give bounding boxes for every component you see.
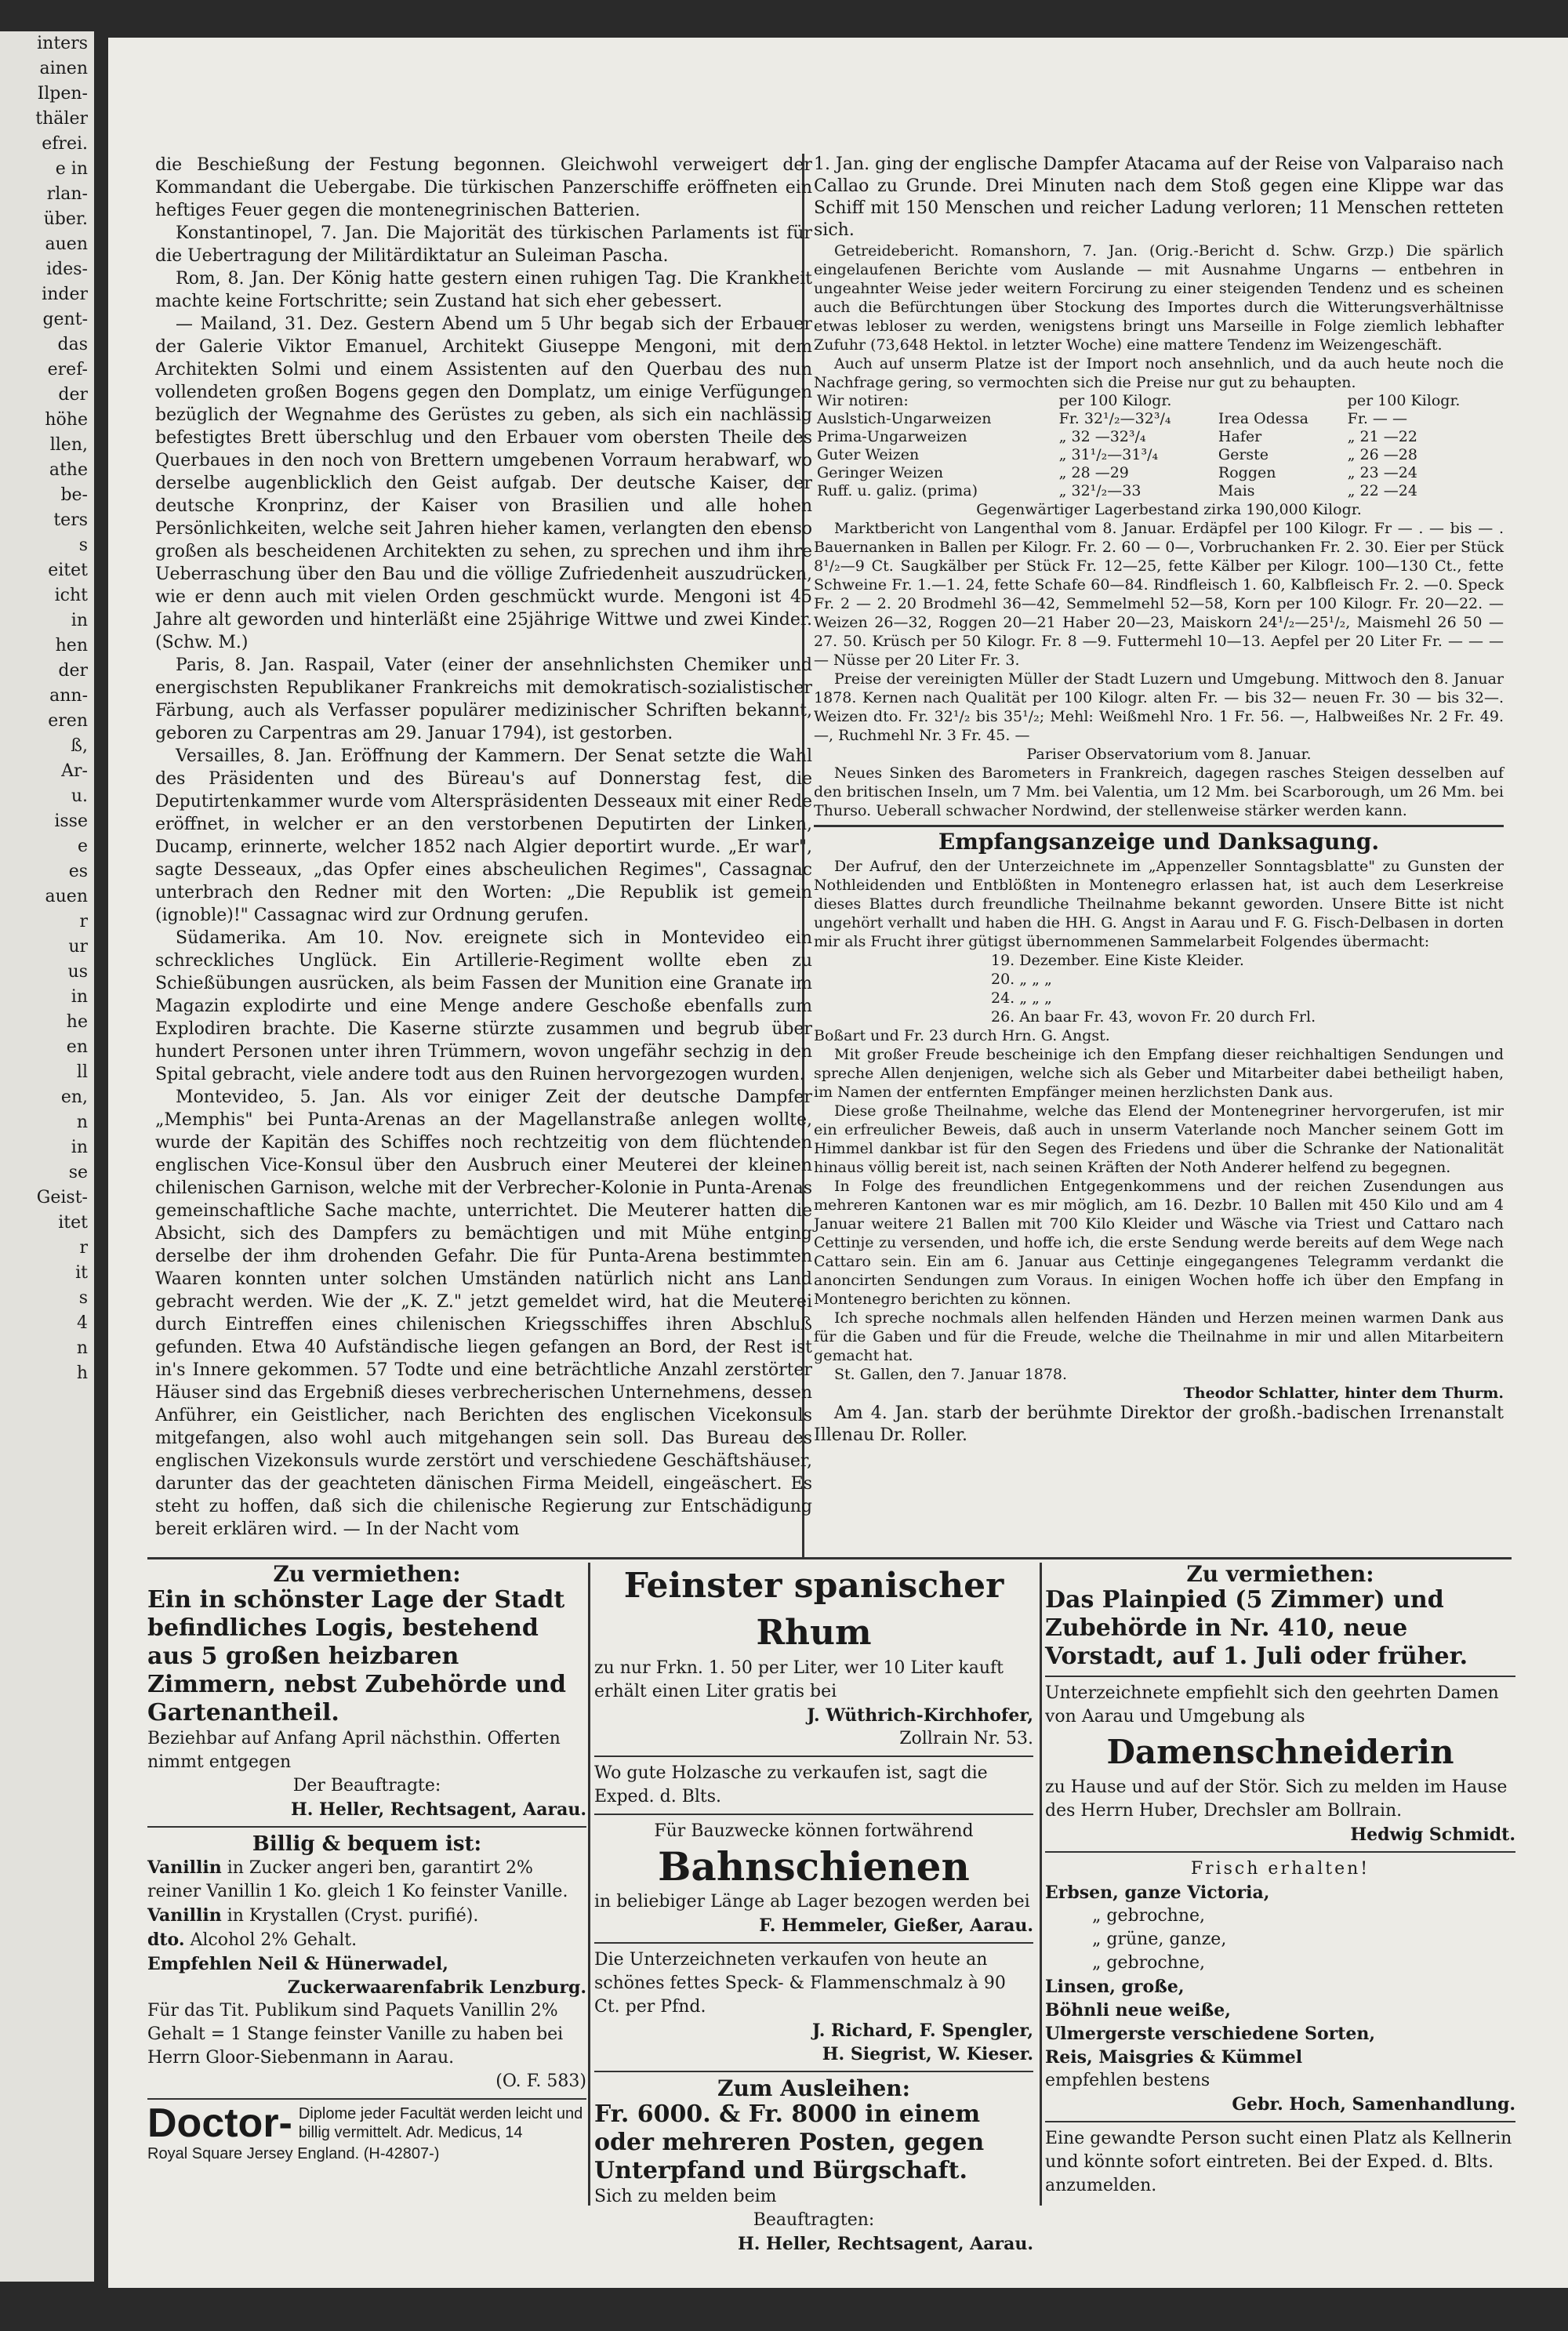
thanks-para: Der Aufruf, den der Unterzeichnete im „Appenzeller Sonntagsblatte" zu Gunsten der Nothleidenden und Entblößten in Montenegro erlassen hat, ist auch dem Leserkreise dieses Blattes durch freundliche Theilnahme bekannt geworden. Unsere Bitte ist nicht ungehört verhallt und haben die HH. G. Angst in Aarau und F. G. Fisch-Delbasen in dorten mir als Frucht ihrer gütigst übernommenen Sammelarbeit Folgendes übermacht: [814,858,1504,950]
margin-word: se [68,1163,88,1182]
ad-text: in Krystallen (Cryst. purifié). [227,1906,479,1926]
ad-text: Alcohol 2% Gehalt. [190,1930,358,1950]
ad-title: Billig & bequem ist: [252,1832,482,1856]
article-para: Konstantinopel, 7. Jan. Die Majorität des türkischen Parlaments ist für die Uebertragung der Militärdiktatur an Suleiman Pascha. [155,223,812,266]
margin-word: e [77,837,88,856]
ad-text: Die Unterzeichneten verkaufen von heute an schönes fettes Speck- & Flammenschmalz à 90 Ct. per Pfnd. [594,1950,1006,2017]
margin-word: ann- [49,686,88,706]
ad-text: Unterzeichnete empfiehlt sich den geehrten Damen von Aarau und Umgebung als [1045,1683,1499,1726]
article-para: die Beschießung der Festung begonnen. Gleichwohl verweigert der Kommandant die Uebergabe. Die türkischen Panzerschiffe eröffneten ein heftiges Feuer gegen die montenegrinischen Batterien. [155,155,812,220]
ad-item: Reis, Maisgries & Kümmel [1045,2047,1303,2068]
shipwreck-para: 1. Jan. ging der englische Dampfer Atacama auf der Reise von Valparaiso nach Callao zu Grunde. Drei Minuten nach dem Stoß gegen eine Klippe war das Schiff mit 150 Menschen und reicher Ladung verloren; 11 Menschen retteten sich. [814,154,1504,240]
margin-word: it [75,1263,88,1283]
ad-line [147,1928,586,1952]
table-cell: Fr. — — [1347,410,1407,427]
margin-word: inters [37,34,88,53]
mills-report: Preise der vereinigten Müller der Stadt Luzern und Umgebung. Mittwoch den 8. Januar 1878. Kernen nach Qualität per 100 Kilogr. alten Fr. — bis 32— neuen Fr. 30 — bis 32—. Weizen dto. Fr. 32¹/₂ bis 35¹/₂; Mehl: Weißmehl Nro. 1 Fr. 56. —, Halbweißes Nr. 2 Fr. 49. —, Ruchmehl Nr. 3 Fr. 45. — [814,670,1504,744]
table-cell: „ 28 —29 [1058,464,1129,481]
margin-word: he [66,1012,88,1032]
margin-word: über. [43,209,88,229]
table-cell: per 100 Kilogr. [1347,392,1461,409]
ad-name: F. Hemmeler, Gießer, Aarau. [759,1915,1033,1936]
ad-item: „ gebrochne, [1092,1906,1206,1926]
margin-word: Ar- [61,761,88,781]
ad-code: (O. F. 583) [495,2071,586,2091]
margin-word: inder [42,285,88,304]
margin-word: eref- [47,360,88,379]
margin-word: höhe [45,410,88,430]
table-row [814,410,1504,428]
ad-text: in Zucker angeri ben, garantirt 2% reiner Vanillin 1 Ko. gleich 1 Ko feinster Vanille. [147,1858,568,1901]
thanks-list-item: 24. „ „ „ [991,989,1052,1007]
ad-item: empfehlen bestens [1045,2071,1210,2090]
ad-divider [594,1756,1033,1757]
table-cell: „ 22 —24 [1347,482,1417,499]
margin-word: n [76,1338,88,1358]
margin-word: ides- [46,260,88,279]
margin-word: eren [48,711,88,731]
ad-name: Gebr. Hoch, Samenhandlung. [1232,2094,1515,2115]
margin-word: llen, [49,435,88,455]
market-report: Marktbericht von Langenthal vom 8. Januar. Erdäpfel per 100 Kilogr. Fr — . — bis — . Bauernanken in Ballen per Kilogr. Fr. 2. 60 — 0—, Vorbruchanken Fr. 2. 30. Eier per Stück 8¹/₂—9 Ct. Saugkälber per Stück Fr. 12—25, fette Kälber per Kilogr. 100—130 Ct., fette Schweine Fr. 1.—1. 24, fette Schafe 60—84. Rindfleisch 1. 60, Kalbfleisch Fr. 2. —0. Speck Fr. 2 — 2. 20 Brodmehl 36—42, Semmelmehl 52—58, Korn per 100 Kilogr. Fr. 20—22. — Weizen 26—32, Roggen 20—21 Haber 20—23, Maiskorn 24¹/₂—25¹/₂, Maismehl 26 50 — 27. 50. Krüsch per 50 Kilogr. Fr. 8 —9. Futtermehl 10—13. Aepfel per 20 Liter Fr. — — — — Nüsse per 20 Liter Fr. 3. [814,520,1504,669]
ad-divider [1045,1676,1515,1677]
table-row [814,446,1504,464]
ad-text: Empfehlen Neil & Hünerwadel, [147,1954,448,1974]
margin-word: ll [76,1062,88,1082]
newspaper-page [108,38,1568,2288]
margin-word: auen [45,887,88,906]
margin-word: e in [55,159,88,179]
margin-word: en, [60,1087,88,1107]
ad-title: Zu vermiethen: [1186,1561,1374,1587]
margin-word: r [79,912,88,931]
margin-word: u. [71,786,88,806]
thanks-para: Mit großer Freude bescheinige ich den Empfang dieser reichhaltigen Sendungen und spreche Allen denjenigen, welche sich als Geber und Mitarbeiter dabei betheiligt haben, im Namen der entfernten Empfänger meinen herzlichsten Dank aus. [814,1046,1504,1101]
margin-word: Ilpen- [37,84,88,103]
margin-word: be- [60,485,88,505]
ad-divider [594,1814,1033,1815]
ad-text: zu nur Frkn. 1. 50 per Liter, wer 10 Liter kauft erhält einen Liter gratis bei [594,1658,1004,1701]
table-cell: „ 21 —22 [1347,428,1417,445]
death-notice: Am 4. Jan. starb der berühmte Direktor der großh.-badischen Irrenanstalt Illenau Dr. Roller. [814,1403,1504,1445]
ad-column-3 [1045,1563,1515,2198]
ad-text: Zollrain Nr. 53. [899,1729,1033,1748]
article-para: Montevideo, 5. Jan. Als vor einiger Zeit der deutsche Dampfer „Memphis" bei Punta-Arenas an der Magellanstraße anlegen wollte, wurde der Kapitän des Schiffes noch rechtzeitig von dem flüchtenden englischen Vice-Konsul über den Ausbruch einer Meuterei der kleinen chilenischen Garnison, welche mit der Verbrecher-Kolonie in Punta-Arenas gemeinschaftliche Sache machte, unterrichtet. Die Meuterer hatten die Absicht, sich des Dampfers zu bemächtigen und mit Mühe entging derselbe der ihm drohenden Gefahr. Die für Punta-Arena bestimmten Waaren konnten unter solchen Umständen natürlich nicht ans Land gebracht werden. Wie der „K. Z." jetzt gemeldet wird, hat die Meuterei durch Eintreffen eines chilenischen Kriegsschiffes ihren Abschluß gefunden. Etwa 40 Aufständische liegen gefangen an Bord, der Rest ist in's Innere gekommen. 57 Todte und eine beträchtliche Anzahl zerstörter Häuser sind das Ergebniß dieses verbrecherischen Unternehmens, dessen Anführer, ein Geistlicher, nach Berichten des englischen Vicekonsuls mitgefangen, also wohl auch mitgehangen sein soll. Das Bureau des englischen Vizekonsuls wurde zerstört und verschiedene Geschäftshäuser, darunter das der geachteten dänischen Firma Meidell, eingeäschert. Es steht zu hoffen, daß sich die chilenische Regierung zur Entschädigung bereit erklären wird. — In der Nacht vom [155,1087,812,1539]
ad-text: Ein in schönster Lage der Stadt befindliches Logis, bestehend aus 5 großen heizbaren Zimmern, nebst Zubehörde und Gartenantheil. [147,1586,566,1726]
table-cell: Irea Odessa [1218,410,1308,427]
ad-name: Zuckerwaarenfabrik Lenzburg. [287,1977,586,1998]
section-divider [814,825,1504,827]
margin-word: athe [49,460,88,480]
margin-word: icht [54,586,88,605]
ad-text: Beauftragten: [753,2210,875,2230]
ad-item: Böhnli neue weiße, [1045,2000,1231,2021]
table-cell: Mais [1218,482,1255,499]
ad-text: Für Bauzwecke können fortwährend [654,1821,974,1841]
table-cell: Gerste [1218,446,1269,463]
margin-word: itet [58,1213,88,1233]
observatory-title: Pariser Observatorium vom 8. Januar. [1026,746,1312,763]
observatory-report: Neues Sinken des Barometers in Frankreich, dagegen rasches Steigen desselben auf den britischen Inseln, um 7 Mm. bei Valentia, um 12 Mm. bei Scarborough, um 26 Mm. bei Thurso. Ueberall schwacher Nordwind, der stellenweise stärker werden kann. [814,764,1504,819]
margin-word: r [79,1238,88,1258]
margin-word: hen [55,636,88,655]
article-para: — Mailand, 31. Dez. Gestern Abend um 5 Uhr begab sich der Erbauer der Galerie Viktor Emanuel, Architekt Giuseppe Mengoni, mit dem Architekten Solmi und einem Assistenten auf den Querbau des nun vollendeten großen Bogens gegen den Domplatz, um einige Verfügungen bezüglich der Wegnahme des Gerüstes zu geben, als sich ein nachlässig befestigtes Brett überschlug und den Erbauer vom obersten Theile des Querbaues in den noch von Brettern umgebenen Vorraum herabwarf, wo derselbe augenblicklich den Geist aufgab. Der deutsche Kaiser, der deutsche Kronprinz, der Kaiser von Brasilien und alle hohen Persönlichkeiten, welche seit Jahren hieher kamen, verlangten den ebenso großen als bescheidenen Architekten zu sehen, zu sprechen und ihm ihre Ueberraschung über den Bau und die völlige Zufriedenheit auszudrücken, wie er denn auch mit vielen Orden geschmückt wurde. Mengoni ist 45 Jahre alt geworden und hinterläßt eine 25jährige Wittwe und zwei Kinder. (Schw. M.) [155,314,812,652]
ad-name: J. Wüthrich-Kirchhofer, [807,1705,1033,1726]
ad-name: H. Siegrist, W. Kieser. [822,2044,1033,2064]
ad-column-2 [594,1563,1033,2256]
ad-text: Eine gewandte Person sucht einen Platz als Kellnerin und könnte sofort eintreten. Bei der Exped. d. Blts. anzumelden. [1045,2129,1512,2195]
margin-word: es [68,862,88,881]
table-cell: „ 23 —24 [1347,464,1417,481]
ad-text: Sich zu melden beim [594,2187,777,2206]
ad-text: Das Plainpied (5 Zimmer) und Zubehörde in Nr. 410, neue Vorstadt, auf 1. Juli oder früher. [1045,1586,1468,1670]
ad-divider [1045,1851,1515,1853]
ad-text: zu Hause und auf der Stör. Sich zu melden im Hause des Herrn Huber, Drechsler am Bollrain. [1045,1777,1508,1821]
table-cell: Fr. 32¹/₂—32³/₄ [1058,410,1171,427]
ad-name: H. Heller, Rechtsagent, Aarau. [737,2234,1033,2254]
ad-big: Damenschneiderin [1106,1733,1454,1771]
table-row [814,482,1504,500]
ad-text: Der Beauftragte: [292,1776,441,1795]
ad-name: J. Richard, F. Spengler, [812,2021,1033,2041]
ad-column-1 [147,1563,586,2166]
margin-word: das [57,335,88,354]
margin-word: ß, [71,736,88,756]
ad-text: Beziehbar auf Anfang April nächsthin. Offerten nimmt entgegen [147,1729,561,1772]
ad-name: Hedwig Schmidt. [1350,1824,1515,1845]
ad-title: Zu vermiethen: [273,1561,461,1587]
margin-word: in [71,611,88,630]
table-cell: Guter Weizen [817,446,920,463]
ad-product: dto. [147,1930,185,1950]
thanks-para: In Folge des freundlichen Entgegenkommens und der reichen Zusendungen aus mehreren Kantonen war es mir möglich, am 16. Dezbr. 10 Ballen mit 450 Kilo und am 4 Januar weitere 21 Ballen mit 700 Kilo Kleider und Wäsche via Triest und Cattaro nach Cettinje zu versenden, und hoffe ich, die erste Sendung werde bereits auf dem Wege nach Cattaro sein. Ein am 6. Januar aus Cettinje eingegangenes Telegramm verdankt die anoncirten Sendungen zum Voraus. In einigen Wochen hoffe ich über den Empfang in Montenegro berichten zu können. [814,1178,1504,1308]
table-row [814,464,1504,482]
ad-item: Erbsen, ganze Victoria, [1045,1883,1270,1903]
ad-divider [1040,1563,1042,2206]
margin-word: thäler [35,109,88,129]
ad-item: Linsen, große, [1045,1977,1185,1997]
table-cell: Geringer Weizen [817,464,944,481]
thanks-signature: Theodor Schlatter, hinter dem Thurm. [1183,1385,1504,1402]
thanks-para: Diese große Theilnahme, welche das Elend der Montenegriner hervorgerufen, ist mir ein erfreulicher Beweis, daß auch in unserm Vaterlande noch Mancher seinem Gott im Himmel dankbar ist für den Segen des Friedens und über die Schranke der Nationalität hinaus völlig bereit ist, nach seinen Kräften der Noth Anderer helfend zu begegnen. [814,1102,1504,1176]
table-cell: Roggen [1218,464,1276,481]
margin-word: en [66,1037,88,1057]
ad-text: Diplome jeder Facultät werden leicht und billig vermittelt. Adr. Medicus, 14 [298,2105,583,2141]
table-cell: Prima-Ungarweizen [817,428,967,445]
margin-word: rlan- [46,184,88,204]
margin-word: ainen [39,59,88,78]
ad-divider [594,1942,1033,1944]
doctor-ad [147,2100,586,2146]
ad-title: Zum Ausleihen: [717,2075,910,2101]
thanks-list-item: 19. Dezember. Eine Kiste Kleider. [991,952,1244,969]
margin-word: ters [53,510,88,530]
margin-word: 4 [77,1313,88,1333]
margin-word: Geist- [36,1188,88,1207]
table-cell: „ 26 —28 [1347,446,1417,463]
margin-word: ur [68,937,88,957]
table-cell: Ruff. u. galiz. (prima) [817,482,978,499]
ad-item: „ grüne, ganze, [1092,1930,1227,1949]
thanks-para: Ich spreche nochmals allen helfenden Händen und Herzen meinen warmen Dank aus für die Gaben und für die Freude, welche die Theilnahme in mir und allen Mitarbeitern gemacht hat. [814,1309,1504,1364]
ad-text: Fr. 6000. & Fr. 8000 in einem oder mehreren Posten, gegen Unterpfand und Bürgschaft. [594,2100,985,2184]
margin-word: eitet [48,561,88,580]
ad-divider [594,2071,1033,2072]
table-row [814,428,1504,446]
margin-word: h [76,1363,88,1383]
table-cell: Hafer [1218,428,1262,445]
ad-product: Vanillin [147,1857,222,1878]
margin-word: der [58,385,88,405]
thanks-heading: Empfangsanzeige und Danksagung. [938,829,1380,855]
thanks-place: St. Gallen, den 7. Januar 1878. [834,1366,1068,1383]
ad-big: Doctor- [147,2100,292,2146]
left-column [155,154,812,1541]
ad-line [147,1904,586,1928]
table-cell: „ 32 —32³/₄ [1058,428,1146,445]
ad-divider [147,2098,586,2100]
margin-word: der [58,661,88,681]
table-cell: Wir notiren: [817,392,909,409]
table-cell: Auslstich-Ungarweizen [817,410,992,427]
ad-item: Ulmergerste verschiedene Sorten, [1045,2024,1376,2044]
grain-stock: Gegenwärtiger Lagerbestand zirka 190,000 Kilogr. [976,501,1362,518]
ad-title: Frisch erhalten! [1190,1859,1370,1879]
ad-line [147,1856,586,1904]
margin-word: gent- [42,310,88,329]
ad-divider [1045,2121,1515,2122]
table-cell [1215,392,1345,410]
ad-text: Für das Tit. Publikum sind Paquets Vanillin 2% Gehalt = 1 Stange feinster Vanille zu haben bei Herrn Gloor-Siebenmann in Aarau. [147,2001,564,2068]
right-column [814,154,1504,1447]
margin-word: efrei. [42,134,88,154]
ad-text: in beliebiger Länge ab Lager bezogen werden bei [594,1892,1030,1912]
margin-word: in [71,1138,88,1157]
article-para: Versailles, 8. Jan. Eröffnung der Kammern. Der Senat setzte die Wahl des Präsidenten und des Büreau's auf Donnerstag fest, die Deputirtenkammer wurde vom Alterspräsidenten Desseaux mit einer Rede eröffnet, in welcher er an den verstorbenen Deputirten der Linken, Ducamp, erinnerte, welcher 1852 nach Algier deportirt wurde. „Er war", sagte Desseaux, „das Opfer eines abscheulichen Regimes", Cassagnac unterbrach den Redner mit den Worten: „Die Republik ist gemein (ignoble)!" Cassagnac wird zur Ordnung gerufen. [155,746,812,925]
ad-divider [147,1826,586,1828]
table-cell: „ 32¹/₂—33 [1058,482,1142,499]
ads-divider [147,1557,1512,1559]
ad-text: Wo gute Holzasche zu verkaufen ist, sagt die Exped. d. Blts. [594,1763,988,1806]
margin-word: in [71,987,88,1007]
ad-product: Vanillin [147,1905,222,1926]
adjacent-page-margin [0,31,94,2282]
ad-divider [588,1563,590,2206]
article-para: Rom, 8. Jan. Der König hatte gestern einen ruhigen Tag. Die Krankheit machte keine Fortschritte; sein Zustand hat sich eher gebessert. [155,269,812,311]
article-para: Paris, 8. Jan. Raspail, Vater (einer der ansehnlichsten Chemiker und energischsten Republikaner Frankreichs mit demokratisch-sozialistischer Färbung, auch als Verfasser populärer medizinischer Schriften bekannt, geboren zu Carpentras am 29. Januar 1794), ist gestorben. [155,655,812,743]
grain-report: Getreidebericht. Romanshorn, 7. Jan. (Orig.-Bericht d. Schw. Grzp.) Die spärlich eingelaufenen Berichte vom Auslande — mit Ausnahme Ungarns — entbehren in ungeahnter Weise jeder weitern Forcirung zu einer steigenden Tendenz und es scheinen auch die Befürchtungen über Stockung des Importes durch die Witterungsverhältnisse etwas lebloser zu werden, wenigstens bringt uns Marseille in Folge ziemlich lebhafter Zufuhr (73,648 Hektol. in letzter Woche) eine mattere Tendenz im Weizengeschäft. [814,242,1504,354]
table-cell: „ 31¹/₂—31³/₄ [1058,446,1159,463]
grain-price-table [814,392,1504,500]
ad-name: H. Heller, Rechtsagent, Aarau. [290,1799,586,1820]
margin-word: us [67,962,88,982]
ad-text: Royal Square Jersey England. (H-42807-) [147,2145,440,2162]
margin-word: n [76,1113,88,1132]
margin-word: s [78,1288,88,1308]
table-cell: per 100 Kilogr. [1058,392,1172,409]
table-row [814,392,1504,410]
margin-word: isse [54,811,88,831]
ad-big: Bahnschienen [658,1843,970,1890]
margin-word: s [78,536,88,555]
thanks-list-item: Boßart und Fr. 23 durch Hrn. G. Angst. [814,1027,1110,1044]
grain-report-2: Auch auf unserm Platze ist der Import noch ansehnlich, und da auch heute noch die Nachfrage gering, so vermochten sich die Preise nur gut zu behaupten. [814,355,1504,391]
article-para: Südamerika. Am 10. Nov. ereignete sich in Montevideo ein schreckliches Unglück. Ein Artillerie-Regiment wollte eben zu Schießübungen ausrücken, als beim Fassen der Munition eine Granate im Magazin explodirte und eine Menge andere Geschoße ebenfalls zum Explodiren brachte. Die Kaserne stürzte zusammen und begrub über hundert Personen unter ihren Trümmern, wovon ungefähr sechzig in den Spital gebracht, viele andere todt aus den Ruinen hervorgezogen wurden. [155,928,812,1084]
thanks-list-item: 20. „ „ „ [991,971,1052,988]
ad-item: „ gebrochne, [1092,1953,1206,1973]
thanks-list-item: 26. An baar Fr. 43, wovon Fr. 20 durch Frl. [991,1008,1316,1026]
margin-word: auen [45,234,88,254]
ad-title: Feinster spanischer Rhum [623,1566,1004,1653]
